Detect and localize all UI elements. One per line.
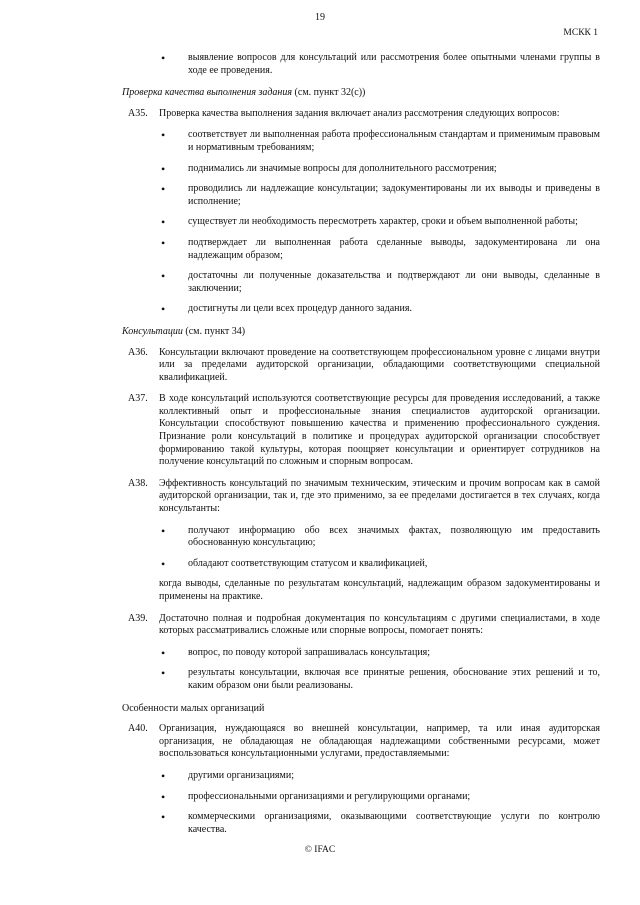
paragraph-a35: А35. Проверка качества выполнения задания включает анализ рассмотрения следующих вопросов: xyxy=(128,107,560,119)
bullet-icon: • xyxy=(161,768,166,783)
paragraph-a38: А38. Эффективность консультаций по значимым техническим, этическим и прочим вопросам как в самой аудиторской организации, так и, где это применимо, за ее пределами достигается в тех случаях, когда консультанты: xyxy=(128,477,600,515)
bullet-icon: • xyxy=(161,645,166,660)
paragraph-a39: А39. Достаточно полная и подробная документация по консультациям с другими специалистами, в ходе которых рассматривались сложные или спорные вопросы, помогает понять: xyxy=(128,612,600,637)
bullet-icon: • xyxy=(161,556,166,571)
paragraph-a38-continuation: когда выводы, сделанные по результатам консультаций, надлежащим образом задокументированы и применены на практике. xyxy=(159,578,600,602)
list-item: • результаты консультации, включая все принятые решения, обоснование этих решений и то, каким образом они были реализованы. xyxy=(161,666,600,691)
list-item: • выявление вопросов для консультаций или рассмотрения более опытными членами группы в ходе ее проведения. xyxy=(161,51,600,76)
list-item: • достаточны ли полученные доказательства и подтверждают ли они выводы, сделанные в заключении; xyxy=(161,269,600,294)
page-number: 19 xyxy=(315,12,325,23)
bullet-icon: • xyxy=(161,128,166,143)
list-item: • проводились ли надлежащие консультации; задокументированы ли их выводы и приведены в исполнение; xyxy=(161,182,600,207)
list-item: • существует ли необходимость пересмотреть характер, сроки и объем выполненной работы; xyxy=(161,215,578,230)
list-item: • достигнуты ли цели всех процедур данного задания. xyxy=(161,302,412,317)
list-item: • вопрос, по поводу которой запрашивалась консультация; xyxy=(161,645,431,660)
paragraph-a40: А40. Организация, нуждающаяся во внешней консультации, например, та или иная аудиторская организация, не обладающая не обладающая надлежащими собственными ресурсами, может воспользоваться консультационными услугами, предоставляемыми: xyxy=(128,723,600,760)
bullet-icon: • xyxy=(161,51,166,65)
bullet-icon: • xyxy=(161,302,166,317)
list-item: • поднимались ли значимые вопросы для дополнительного рассмотрения; xyxy=(161,161,497,176)
footer-copyright: © IFAC xyxy=(304,845,336,855)
bullet-icon: • xyxy=(161,269,166,284)
bullet-icon: • xyxy=(161,789,166,804)
list-item: • подтверждает ли выполненная работа сделанные выводы, задокументирована ли она надлежащим образом; xyxy=(161,235,600,261)
bullet-icon: • xyxy=(161,666,166,681)
bullet-icon: • xyxy=(161,182,166,197)
bullet-icon: • xyxy=(161,161,166,176)
list-item: • другими организациями; xyxy=(161,768,294,783)
paragraph-a37: А37. В ходе консультаций используются соответствующие ресурсы для проведения исследований, а также коллективный опыт и профессиональные знания специалистов аудиторской организации. Консультации способствуют повышению качества и применению профессионального суждения. Признание роли консультаций в политике и процедурах аудиторской организации способствует формированию такой культуры, которая поощряет консультации и ориентирует сотрудников на получение консультаций по сложным и спорным вопросам. xyxy=(128,393,600,468)
document-code: МСКК 1 xyxy=(563,28,598,38)
list-item: • получают информацию обо всех значимых фактах, позволяющую им предоставить обоснованную консультацию; xyxy=(161,523,600,549)
bullet-icon: • xyxy=(161,523,166,538)
section-heading-quality-review: Проверка качества выполнения задания (см. пункт 32(c)) xyxy=(122,87,366,99)
page-content xyxy=(122,52,600,844)
bullet-icon: • xyxy=(161,235,166,250)
list-item: • профессиональными организациями и регулирующими органами; xyxy=(161,789,471,804)
list-item: • обладают соответствующим статусом и квалификацией, xyxy=(161,556,428,571)
section-heading-small-firms: Особенности малых организаций xyxy=(122,702,265,714)
paragraph-a36: А36. Консультации включают проведение на соответствующем профессиональном уровне с лицами внутри или за пределами аудиторской организации, обладающими соответствующими специальной квалификацией. xyxy=(128,346,600,383)
list-item: • соответствует ли выполненная работа профессиональным стандартам и применимым правовым и нормативным требованиям; xyxy=(161,128,600,153)
bullet-icon: • xyxy=(161,215,166,230)
section-heading-consultations: Консультации (см. пункт 34) xyxy=(122,325,246,337)
list-item: • коммерческими организациями, оказывающими соответствующие услуги по контролю качества. xyxy=(161,810,600,835)
bullet-icon: • xyxy=(161,810,166,825)
